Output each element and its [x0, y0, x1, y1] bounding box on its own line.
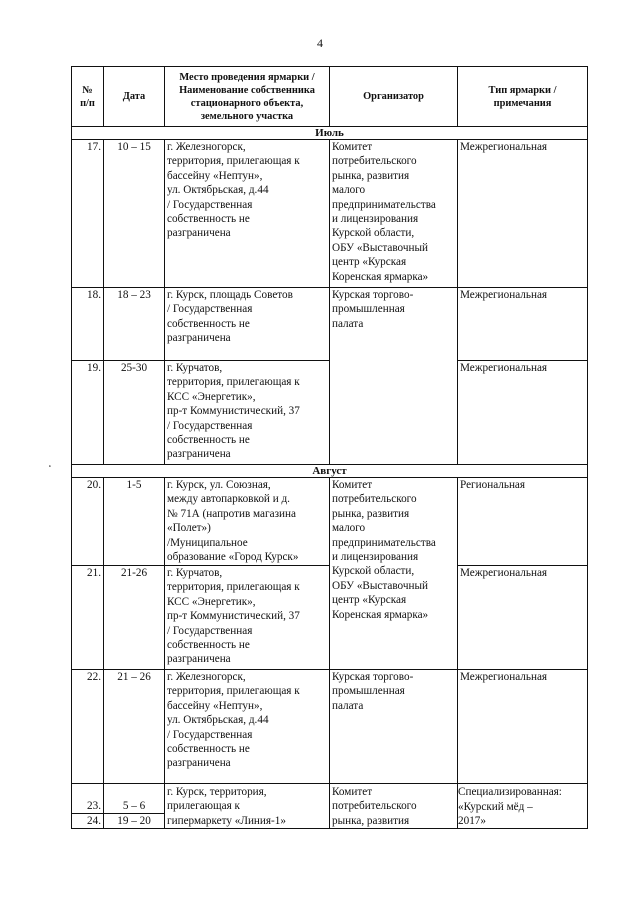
- row-organizer: Курская торгово- промышленная палата: [330, 670, 458, 784]
- row-type: Региональная: [458, 478, 588, 566]
- row-organizer: Курская торгово- промышленная палата: [330, 288, 458, 465]
- table-row: [72, 288, 588, 361]
- row-type: Межрегиональная: [458, 140, 588, 288]
- row-date: 5 – 6: [104, 784, 165, 814]
- row-organizer: рынка, развития: [330, 814, 458, 829]
- month-row-july: [72, 127, 588, 140]
- row-organizer: Комитет потребительского: [330, 784, 458, 814]
- row-type: Межрегиональная: [458, 566, 588, 670]
- month-label: Июль: [72, 127, 588, 140]
- header-date: Дата: [104, 67, 165, 127]
- row-number: 22.: [72, 670, 104, 784]
- month-label: Август: [72, 465, 588, 478]
- row-date: 25-30: [104, 361, 165, 465]
- row-date: 21-26: [104, 566, 165, 670]
- row-number: 20.: [72, 478, 104, 566]
- table-row: [72, 670, 588, 784]
- row-date: 1-5: [104, 478, 165, 566]
- month-row-august: [72, 465, 588, 478]
- row-number: 17.: [72, 140, 104, 288]
- row-date: 19 – 20: [104, 814, 165, 829]
- row-place: г. Курск, ул. Союзная, между автопарковкой и д. № 71А (напротив магазина «Полет») /Муниципальное образование «Город Курск»: [165, 478, 330, 566]
- table-row: [72, 478, 588, 566]
- table-row: [72, 784, 588, 814]
- row-type: Межрегиональная: [458, 288, 588, 361]
- row-place: г. Курск, территория, прилегающая к: [165, 784, 330, 814]
- page-number: 4: [317, 36, 323, 50]
- row-place: г. Курчатов, территория, прилегающая к КСС «Энергетик», пр-т Коммунистический, 37 / Государственная собственность не разграничена: [165, 361, 330, 465]
- header-place: Место проведения ярмарки / Наименование собственника стационарного объекта, земельного участка: [165, 67, 330, 127]
- row-number: 24.: [72, 814, 104, 829]
- table-header-row: [72, 67, 588, 127]
- row-type: Специализированная: «Курский мёд – 2017»: [458, 784, 588, 829]
- row-date: 10 – 15: [104, 140, 165, 288]
- row-place: г. Железногорск, территория, прилегающая к бассейну «Нептун», ул. Октябрьская, д.44 / Государственная собственность не разграничена: [165, 140, 330, 288]
- margin-mark: ·: [45, 458, 55, 474]
- row-type: Межрегиональная: [458, 361, 588, 465]
- row-number: 19.: [72, 361, 104, 465]
- header-type: Тип ярмарки / примечания: [458, 67, 588, 127]
- row-organizer: Комитет потребительского рынка, развития малого предпринимательства и лицензирования Курской области, ОБУ «Выставочный центр «Курская Коренская ярмарка»: [330, 478, 458, 670]
- row-number: 21.: [72, 566, 104, 670]
- row-place: гипермаркету «Линия-1»: [165, 814, 330, 829]
- fairs-table: [71, 66, 588, 829]
- row-type: Межрегиональная: [458, 670, 588, 784]
- row-number: 23.: [72, 784, 104, 814]
- row-date: 21 – 26: [104, 670, 165, 784]
- row-number: 18.: [72, 288, 104, 361]
- table-row: [72, 140, 588, 288]
- row-place: г. Железногорск, территория, прилегающая к бассейну «Нептун», ул. Октябрьская, д.44 / Государственная собственность не разграничена: [165, 670, 330, 784]
- header-num: № п/п: [72, 67, 104, 127]
- row-date: 18 – 23: [104, 288, 165, 361]
- row-place: г. Курск, площадь Советов / Государственная собственность не разграничена: [165, 288, 330, 361]
- row-place: г. Курчатов, территория, прилегающая к КСС «Энергетик», пр-т Коммунистический, 37 / Государственная собственность не разграничена: [165, 566, 330, 670]
- row-organizer: Комитет потребительского рынка, развития малого предпринимательства и лицензирования Курской области, ОБУ «Выставочный центр «Курская Коренская ярмарка»: [330, 140, 458, 288]
- header-organizer: Организатор: [330, 67, 458, 127]
